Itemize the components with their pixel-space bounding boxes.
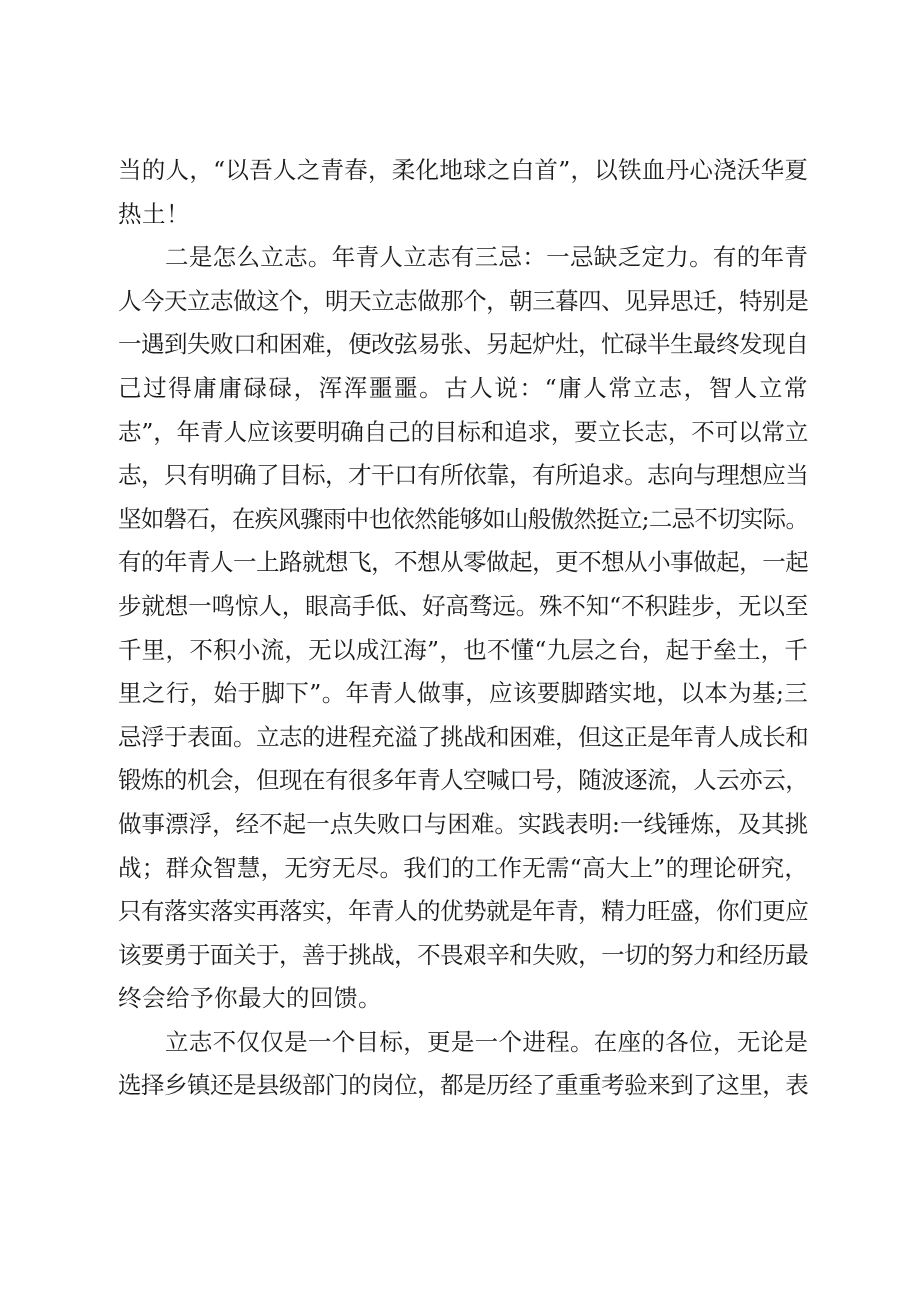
- text-line: 志，只有明确了目标，才干口有所依靠，有所追求。志向与理想应当: [118, 461, 808, 490]
- text-line: 有的年青人一上路就想飞，不想从零做起，更不想从小事做起，一起: [118, 548, 808, 577]
- text-line: 步就想一鸣惊人，眼高手低、好高骛远。殊不知“不积跬步，无以至: [118, 591, 808, 620]
- text-line: 做事漂浮，经不起一点失败口与困难。实践表明:一线锤炼，及其挑: [118, 809, 808, 838]
- text-line: 己过得庸庸碌碌，浑浑噩噩。古人说：“庸人常立志，智人立常: [118, 373, 808, 402]
- paragraph-1: [118, 149, 808, 236]
- text-line: 立志不仅仅是一个目标，更是一个进程。在座的各位，无论是: [165, 1027, 808, 1056]
- text-line: 人今天立志做这个，明天立志做那个，朝三暮四、见异思迁，特别是: [118, 286, 808, 315]
- text-line: 锻炼的机会，但现在有很多年青人空喊口号，随波逐流，人云亦云，: [118, 766, 808, 795]
- paragraph-2: [118, 236, 808, 1021]
- text-line: 终会给予你最大的回馈。: [118, 984, 382, 1013]
- text-line: 忌浮于表面。立志的进程充溢了挑战和困难，但这正是年青人成长和: [118, 722, 808, 751]
- text-line: 选择乡镇还是县级部门的岗位，都是历经了重重考验来到了这里，表: [118, 1071, 808, 1100]
- text-line: 坚如磐石，在疾风骤雨中也依然能够如山般傲然挺立;二忌不切实际。: [118, 504, 808, 533]
- text-line: 当的人，“以吾人之青春，柔化地球之白首”，以铁血丹心浇沃华夏: [118, 156, 808, 184]
- text-line: 只有落实落实再落实，年青人的优势就是年青，精力旺盛，你们更应: [118, 897, 808, 926]
- text-line: 战；群众智慧，无穷无尽。我们的工作无需“高大上”的理论研究，: [118, 853, 808, 882]
- text-line: 该要勇于面关于，善于挑战，不畏艰辛和失败，一切的努力和经历最: [118, 940, 808, 969]
- text-line: 千里，不积小流，无以成江海”，也不懂“九层之台，起于垒土，千: [118, 635, 808, 664]
- text-line: 一遇到失败口和困难，便改弦易张、另起炉灶，忙碌半生最终发现自: [118, 330, 808, 359]
- text-line: 热土！: [118, 199, 190, 228]
- text-line: 志”，年青人应该要明确自己的目标和追求，要立长志，不可以常立: [118, 417, 808, 446]
- paragraph-3: [118, 1021, 808, 1108]
- text-line: 里之行，始于脚下”。年青人做事，应该要脚踏实地，以本为基;三: [118, 679, 808, 708]
- body-text: [118, 149, 808, 1108]
- text-line: 二是怎么立志。年青人立志有三忌：一忌缺乏定力。有的年青: [165, 243, 808, 272]
